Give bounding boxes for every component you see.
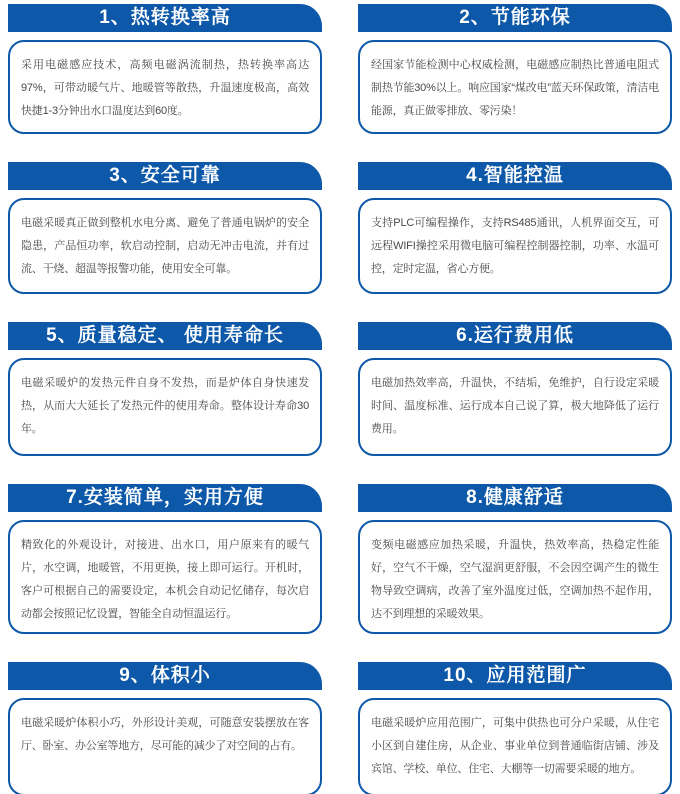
feature-title: 4.智能控温 xyxy=(466,165,564,186)
feature-body xyxy=(358,198,672,294)
feature-title-banner xyxy=(8,4,322,32)
feature-title: 5、质量稳定、 使用寿命长 xyxy=(46,325,284,346)
feature-text: 电磁采暖炉体积小巧，外形设计美观，可随意安装摆放在客厅、卧室、办公室等地方，尽可能的减少了对空间的占有。 xyxy=(21,717,309,752)
feature-text: 电磁采暖炉应用范围广，可集中供热也可分户采暖，从住宅小区到自建住房，从企业、事业单位到普通临街店铺、涉及宾馆、学校、单位、住宅、大棚等一切需要采暖的地方。 xyxy=(371,717,659,775)
feature-card-3 xyxy=(8,162,322,294)
feature-text: 经国家节能检测中心权威检测，电磁感应制热比普通电阻式制热节能30%以上。响应国家“煤改电”蓝天环保政策，清洁电能源，真正做零排放、零污染！ xyxy=(371,59,659,117)
feature-card-9 xyxy=(8,662,322,794)
feature-body xyxy=(8,40,322,134)
feature-title-banner xyxy=(8,484,322,512)
feature-body xyxy=(358,358,672,456)
feature-card-7 xyxy=(8,484,322,634)
feature-body xyxy=(8,520,322,634)
feature-title-banner xyxy=(358,4,672,32)
feature-title: 2、节能环保 xyxy=(459,7,571,28)
feature-title: 9、体积小 xyxy=(119,665,211,686)
feature-card-1 xyxy=(8,4,322,134)
feature-body xyxy=(358,698,672,794)
feature-title-banner xyxy=(8,322,322,350)
feature-text: 变频电磁感应加热采暖，升温快，热效率高，热稳定性能好，空气不干燥，空气湿润更舒服，不会因空调产生的微生物导致空调病，改善了室外温度过低，空调加热不起作用，达不到理想的采暖效果。 xyxy=(371,539,659,620)
feature-text: 电磁采暖真正做到整机水电分离、避免了普通电锅炉的安全隐患，产品恒功率，软启动控制，启动无冲击电流，并有过流、干烧、超温等报警功能，使用安全可靠。 xyxy=(21,217,309,275)
feature-text: 采用电磁感应技术，高频电磁涡流制热，热转换率高达97%，可带动暖气片、地暖管等散热，升温速度极高，高效快捷1-3分钟出水口温度达到60度。 xyxy=(21,59,309,117)
feature-card-2 xyxy=(358,4,672,134)
feature-text: 电磁加热效率高，升温快，不结垢，免维护，自行设定采暖时间、温度标准、运行成本自己说了算，极大地降低了运行费用。 xyxy=(371,377,659,435)
feature-text: 精致化的外观设计，对接进、出水口，用户原来有的暖气片，水空调，地暖管，不用更换，接上即可运行。开机时，客户可根据自己的需要设定，本机会自动记忆储存，每次启动都会按照记忆设置，智能全自动恒温运行。 xyxy=(21,539,309,620)
feature-title: 3、安全可靠 xyxy=(109,165,221,186)
feature-title-banner xyxy=(358,484,672,512)
feature-card-4 xyxy=(358,162,672,294)
feature-title: 6.运行费用低 xyxy=(456,325,574,346)
feature-title-banner xyxy=(358,662,672,690)
feature-body xyxy=(8,358,322,456)
feature-title-banner xyxy=(358,322,672,350)
feature-body xyxy=(8,198,322,294)
feature-text: 电磁采暖炉的发热元件自身不发热，而是炉体自身快速发热，从而大大延长了发热元件的使用寿命。整体设计寿命30年。 xyxy=(21,377,309,435)
feature-title: 1、热转换率高 xyxy=(99,7,231,28)
feature-card-6 xyxy=(358,322,672,456)
feature-title: 7.安装简单，实用方便 xyxy=(66,487,264,508)
feature-body xyxy=(8,698,322,794)
feature-title-banner xyxy=(8,662,322,690)
feature-title: 10、应用范围广 xyxy=(443,665,587,686)
feature-title: 8.健康舒适 xyxy=(466,487,564,508)
feature-text: 支持PLC可编程操作，支持RS485通讯，人机界面交互，可远程WIFI操控采用微电脑可编程控制器控制，功率、水温可控，定时定温，省心方便。 xyxy=(371,217,659,275)
feature-body xyxy=(358,520,672,634)
feature-title-banner xyxy=(8,162,322,190)
feature-title-banner xyxy=(358,162,672,190)
feature-card-5 xyxy=(8,322,322,456)
feature-body xyxy=(358,40,672,134)
feature-card-8 xyxy=(358,484,672,634)
feature-card-10 xyxy=(358,662,672,794)
